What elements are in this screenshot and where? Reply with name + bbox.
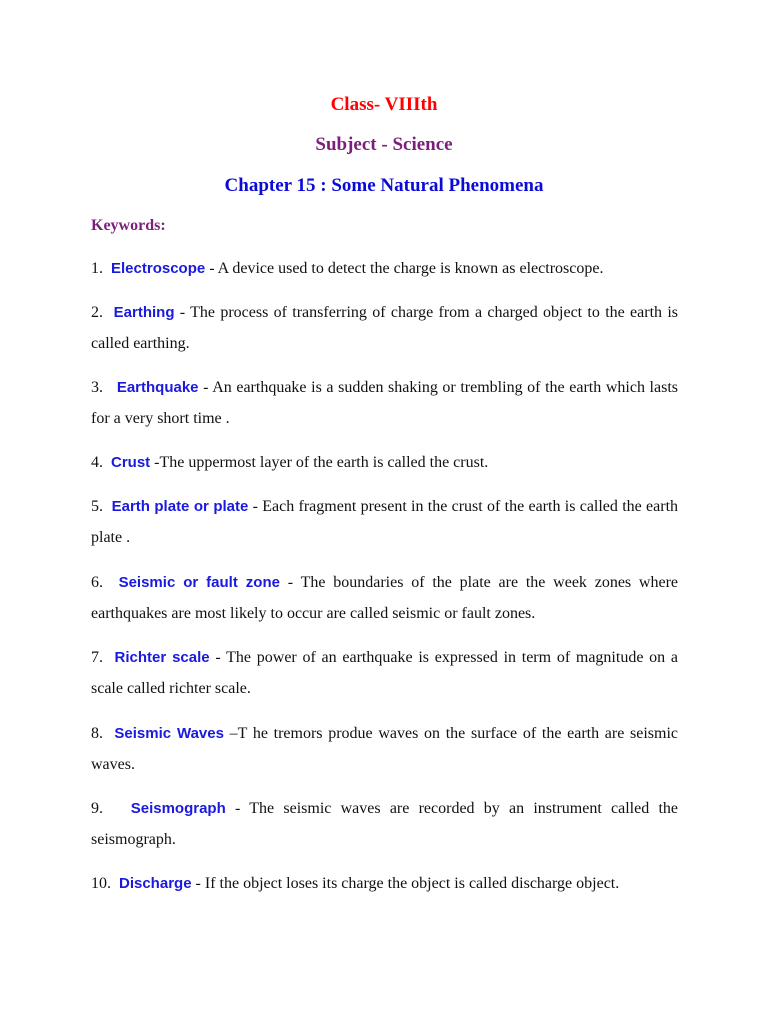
entry-term: Electroscope (111, 260, 206, 277)
entry-term: Seismic or fault zone (118, 574, 280, 591)
entry-definition: - Each fragment present in the crust of the earth is called the earth plate . (91, 498, 679, 546)
keywords-label: Keywords: (91, 217, 166, 234)
entry-number: 7. (91, 649, 103, 666)
entry-number: 4. (91, 454, 103, 471)
keyword-entry-seismograph (91, 793, 678, 855)
entry-number: 10. (91, 875, 111, 892)
entry-definition: - If the object loses its charge the object is called discharge object. (191, 875, 620, 892)
entry-definition: - A device used to detect the charge is known as electroscope. (205, 260, 604, 277)
entry-definition: - The boundaries of the plate are the week zones where earthquakes are most likely to occur are called seismic or fault zones. (91, 574, 679, 622)
entry-number: 6. (91, 574, 103, 591)
keyword-entry-richter-scale (91, 642, 678, 704)
keyword-entry-earthing (91, 297, 678, 359)
entry-term: Earth plate or plate (111, 498, 249, 515)
entry-term: Earthquake (116, 379, 199, 396)
entry-term: Earthing (113, 304, 175, 321)
entry-number: 8. (91, 725, 103, 742)
entry-definition: - An earthquake is a sudden shaking or trembling of the earth which lasts for a very short time . (91, 379, 679, 427)
keyword-entry-earthquake (91, 372, 678, 434)
entry-term: Crust (111, 454, 151, 471)
entry-term: Discharge (119, 875, 192, 892)
keyword-entry-seismic-zone (91, 567, 678, 629)
entry-definition: –T he tremors produe waves on the surface of the earth are seismic waves. (91, 725, 679, 773)
entry-definition: - The power of an earthquake is expressed in term of magnitude on a scale called richter scale. (91, 649, 679, 697)
chapter-title: Chapter 15 : Some Natural Phenomena (224, 175, 544, 196)
entry-term: Seismic Waves (114, 725, 224, 742)
entry-definition: - The process of transferring of charge from a charged object to the earth is called earthing. (91, 304, 679, 352)
entry-term: Richter scale (114, 649, 210, 666)
entry-term: Seismograph (130, 800, 226, 817)
keyword-entry-seismic-waves (91, 718, 678, 780)
class-title: Class- VIIIth (330, 94, 438, 115)
keyword-entry-crust (91, 447, 678, 478)
entry-number: 2. (91, 304, 103, 321)
keyword-entry-earth-plate (91, 491, 678, 553)
subject-title: Subject - Science (315, 134, 453, 155)
entry-number: 1. (91, 260, 103, 277)
entry-definition: - The seismic waves are recorded by an instrument called the seismograph. (91, 800, 679, 848)
entry-number: 5. (91, 498, 103, 515)
keyword-entry-electroscope (91, 253, 678, 284)
entry-definition: -The uppermost layer of the earth is called the crust. (150, 454, 489, 471)
keyword-entry-discharge (91, 868, 678, 899)
entry-number: 9. (91, 800, 103, 817)
entry-number: 3. (91, 379, 103, 396)
